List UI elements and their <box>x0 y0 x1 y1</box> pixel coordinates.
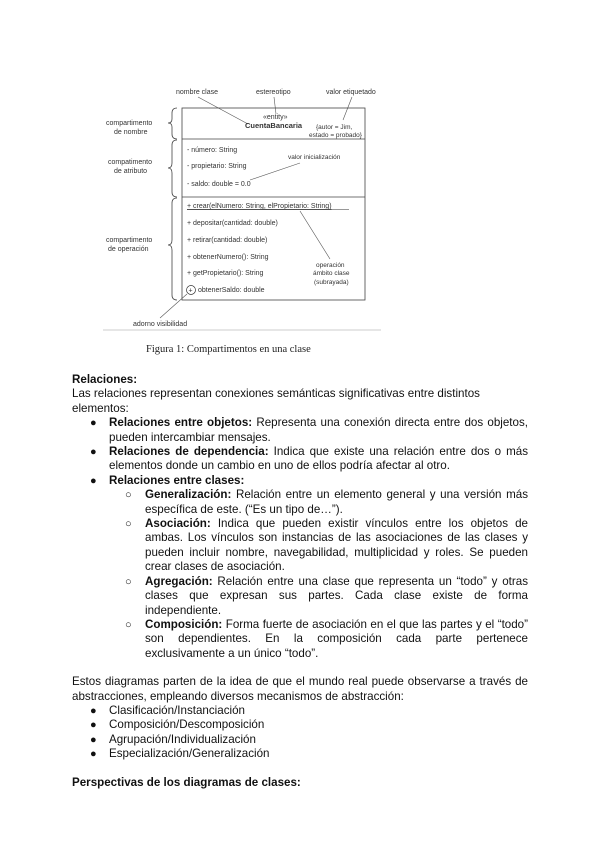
abstraccion-list <box>72 704 528 762</box>
label-valor-inicializacion: valor inicialización <box>288 154 341 161</box>
label-comp-operacion: compartimento <box>106 237 153 244</box>
operation-row: + getPropietario(): String <box>187 270 264 277</box>
operation-row: + obtenerNumero(): String <box>187 254 269 261</box>
relaciones-heading: Relaciones: <box>72 373 138 386</box>
label-comp-operacion: de operación <box>108 246 149 253</box>
brace-nombre <box>168 108 177 139</box>
relaciones-intro: Las relaciones representan conexiones semánticas significativas entre distintos elementos: <box>72 387 480 415</box>
class-name-text: CuentaBancaria <box>245 121 303 130</box>
operation-row: obtenerSaldo: double <box>198 287 265 294</box>
list-item: ● Composición/Descomposición <box>90 718 265 732</box>
attribute-row: - propietario: String <box>187 163 247 170</box>
perspectivas-heading: Perspectivas de los diagramas de clases: <box>72 775 301 789</box>
visibility-mark: + <box>188 287 193 295</box>
label-comp-atributo: de atributo <box>114 168 148 175</box>
label-comp-nombre: compartimento <box>106 120 153 127</box>
label-adorno-visibilidad: adorno visibilidad <box>133 321 188 328</box>
list-item: ● Relaciones de dependencia: Indica que existe una relación entre dos o más elementos donde un cambio en uno de ellos podría afectar al otro. <box>90 445 528 473</box>
brace-operacion <box>168 198 177 300</box>
attribute-row: - número: String <box>187 147 238 154</box>
operation-row: + crear(elNumero: String, elPropietario: String) <box>187 203 332 210</box>
sub-list-item: ○ Composición: Forma fuerte de asociación en el que las partes y el “todo” son dependientes. En la composición cada parte pertenece exclusivamente a un único “todo”. <box>125 617 528 660</box>
tag-value-2: estado = probado} <box>309 132 362 139</box>
sub-list-item: ○ Agregación: Relación entre una clase que representa un “todo” y otras clases que expresan sus partes. Cada clase existe de forma independiente. <box>125 574 528 617</box>
sub-list-item: ○ Generalización: Relación entre un elemento general y una versión más específica de este. (“Es un tipo de…”). <box>125 488 528 516</box>
relaciones-clases-sublist <box>109 488 528 661</box>
label-estereotipo: estereotipo <box>256 89 291 96</box>
list-item: ● Especialización/Generalización <box>90 747 270 761</box>
sub-list-item: ○ Asociación: Indica que pueden existir vínculos entre los objetos de ambas. Los vínculos son instancias de las asociaciones de las clases y pueden incluir nombre, navegabilidad, multiplicidad y roles. Se pueden crear clases de asociación. <box>125 517 528 574</box>
figure-caption: Figura 1: Compartimentos en una clase <box>146 344 311 355</box>
list-item: ● Relaciones entre objetos: Representa una conexión directa entre dos objetos, pueden intercambiar mensajes. <box>90 416 528 444</box>
abstraccion-intro: Estos diagramas parten de la idea de que el mundo real puede observarse a través de abstracciones, empleando diversos mecanismos de abstracción: <box>72 675 528 703</box>
list-item: ● Agrupación/Individualización <box>90 732 256 746</box>
label-comp-nombre: de nombre <box>114 129 148 136</box>
attribute-row: - saldo: double = 0.0 <box>187 181 251 188</box>
operation-row: + retirar(cantidad: double) <box>187 237 268 244</box>
tag-value-1: {autor = Jim, <box>316 124 353 131</box>
uml-class-figure <box>0 0 600 370</box>
operation-row: + depositar(cantidad: double) <box>187 220 278 227</box>
label-nombre-clase: nombre clase <box>176 89 219 96</box>
brace-atributo <box>168 140 177 197</box>
label-operacion: (subrayada) <box>314 279 349 286</box>
label-operacion: operación <box>316 262 345 269</box>
relaciones-list <box>72 416 528 661</box>
label-operacion: ámbito clase <box>313 270 350 277</box>
label-comp-atributo: compatimento <box>108 159 152 166</box>
list-item: ● Relaciones entre clases: ○ Generalización: Relación entre un elemento general y una versión más específica de este. (“Es un tipo de…”). ○ Asociación: Indica que pueden existir vínculos entre los objetos de ambas. Los vínculos son instancias de las asociaciones de las clases y pueden incluir nombre, navegabilidad, multiplicidad y roles. Se pueden crear clases de asociación. ○ Agregación: Relación entre una clase que representa un “todo” y otras clases que expresan sus partes. Cada clase existe de forma independiente. ○ Composición: Forma fuerte de asociación en el que las partes y el “todo” son dependientes. En la composición cada parte pertenece exclusivamente a un único “todo”. <box>90 473 528 660</box>
list-item: ● Clasificación/Instanciación <box>90 703 245 717</box>
label-valor-etiquetado: valor etiquetado <box>326 89 376 96</box>
document-body <box>72 373 528 790</box>
stereotype-text: «entity» <box>263 114 288 121</box>
